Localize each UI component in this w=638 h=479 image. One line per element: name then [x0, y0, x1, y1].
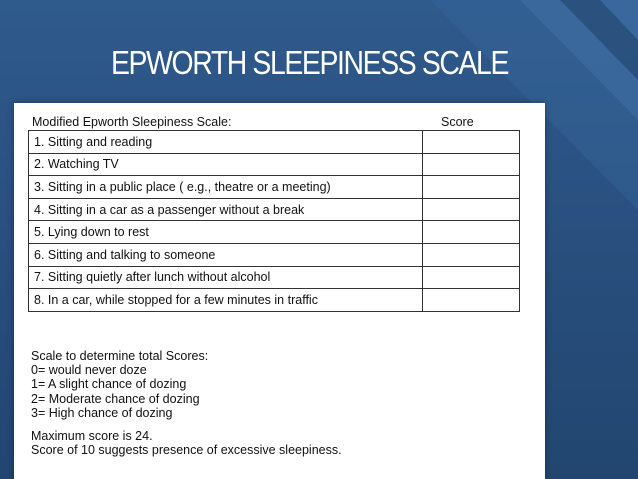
item-label: 5. Lying down to rest	[29, 221, 423, 244]
scale-legend	[31, 349, 342, 457]
score-cell	[423, 266, 520, 289]
score-cell	[423, 289, 520, 312]
item-label: 4. Sitting in a car as a passenger without a break	[29, 198, 423, 221]
item-label: 3. Sitting in a public place ( e.g., theatre or a meeting)	[29, 176, 423, 199]
table-row	[29, 176, 520, 199]
item-label: 6. Sitting and talking to someone	[29, 243, 423, 266]
table-row	[29, 131, 520, 154]
table-header-score: Score	[441, 115, 474, 129]
items-table	[28, 130, 520, 312]
item-label: 7. Sitting quietly after lunch without alcohol	[29, 266, 423, 289]
table-row	[29, 221, 520, 244]
scale-item: 2= Moderate chance of dozing	[31, 391, 200, 406]
scale-item: 3= High chance of dozing	[31, 405, 173, 420]
interpretation-note: Score of 10 suggests presence of excessive sleepiness.	[31, 443, 342, 458]
scale-card	[14, 103, 545, 479]
score-cell	[423, 131, 520, 154]
scale-item: 0= would never doze	[31, 363, 147, 378]
score-cell	[423, 176, 520, 199]
score-cell	[423, 221, 520, 244]
table-row	[29, 289, 520, 312]
scale-heading: Scale to determine total Scores:	[31, 349, 209, 363]
max-score-text: Maximum score is 24.	[31, 429, 153, 444]
score-cell	[423, 243, 520, 266]
score-cell	[423, 198, 520, 221]
spacer	[31, 420, 342, 429]
table-row	[29, 198, 520, 221]
item-label: 2. Watching TV	[29, 153, 423, 176]
score-cell	[423, 153, 520, 176]
slide-title: EPWORTH SLEEPINESS SCALE	[111, 44, 509, 81]
table-row	[29, 266, 520, 289]
item-label: 8. In a car, while stopped for a few minutes in traffic	[29, 289, 423, 312]
table-header-label: Modified Epworth Sleepiness Scale:	[32, 115, 232, 129]
item-label: 1. Sitting and reading	[29, 131, 423, 154]
scale-item: 1= A slight chance of dozing	[31, 377, 187, 392]
table-row	[29, 153, 520, 176]
table-row	[29, 243, 520, 266]
